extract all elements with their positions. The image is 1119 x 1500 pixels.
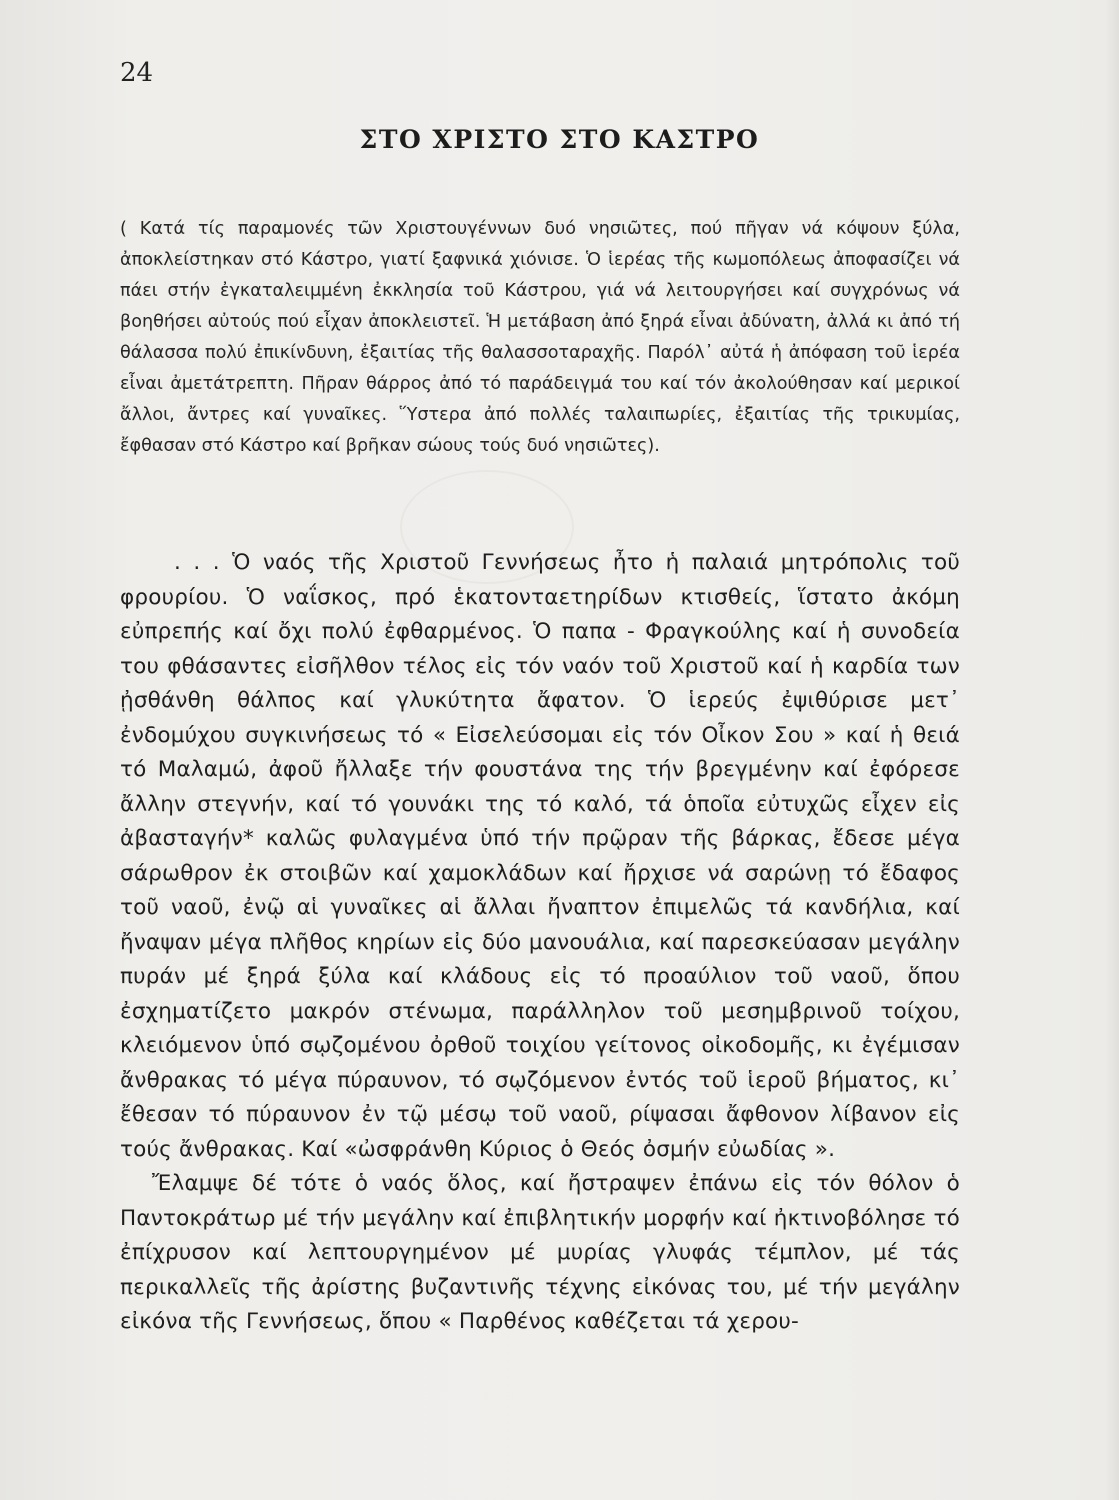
intro-summary-paragraph: ( Κατά τίς παραμονές τῶν Χριστουγέννων δυό νησιῶτες, πού πῆγαν νά κόψουν ξύλα, ἀποκλείστηκαν στό Κάστρο, γιατί ξαφνικά χιόνισε. Ὁ ἱερέας τῆς κωμοπόλεως ἀποφασίζει νά πάει στήν ἐγκαταλειμμένη ἐκκλησία τοῦ Κάστρου, γιά νά λειτουργήσει καί συγχρόνως νά βοηθήσει αὐτούς πού εἶχαν ἀποκλειστεῖ. Ἡ μετάβαση ἀπό ξηρά εἶναι ἀδύνατη, ἀλλά κι ἀπό τή θάλασσα πολύ ἐπικίνδυνη, ἐξαιτίας τῆς θαλασσοταραχῆς. Παρόλ᾽ αὐτά ἡ ἀπόφαση τοῦ ἱερέα εἶναι ἀμετάτρεπτη. Πῆραν θάρρος ἀπό τό παράδειγμά του καί τόν ἀκολούθησαν καί μερικοί ἄλλοι, ἄντρες καί γυναῖκες. Ὕστερα ἀπό πολλές ταλαιπωρίες, ἐξαιτίας τῆς τρικυμίας, ἔφθασαν στό Κάστρο καί βρῆκαν σώους τούς δυό νησιῶτες). [120,219,960,456]
body-paragraph-2: Ἔλαμψε δέ τότε ὁ ναός ὅλος, καί ἤστραψεν ἐπάνω εἰς τόν θόλον ὁ Παντοκράτωρ μέ τήν μεγάλην καί ἐπιβλητικήν μορφήν καί ἠκτινοβόλησε τό ἐπίχρυσον καί λεπτουργημένον μέ μυρίας γλυφάς τέμπλον, μέ τάς περικαλλεῖς τῆς ἀρίστης βυζαντινῆς τέχνης εἰκόνας του, μέ τήν μεγάλην εἰκόνα τῆς Γεννήσεως, ὅπου « Παρθένος καθέζεται τά χερου- [120,1171,960,1334]
chapter-title: ΣΤΟ ΧΡΙΣΤΟ ΣΤΟ ΚΑΣΤΡΟ [359,125,760,154]
page-edge-shadow [1105,0,1119,1500]
main-text [120,546,960,1340]
page-number: 24 [120,58,154,88]
body-paragraph-1: . . . Ὁ ναός τῆς Χριστοῦ Γεννήσεως ἦτο ἡ παλαιά μητρόπολις τοῦ φρουρίου. Ὁ ναΐσκος, πρό ἑκατονταετηρίδων κτισθείς, ἵστατο ἀκόμη εὐπρεπής καί ὄχι πολύ ἐφθαρμένος. Ὁ παπα - Φραγκούλης καί ἡ συνοδεία του φθάσαντες εἰσῆλθον τέλος εἰς τόν ναόν τοῦ Χριστοῦ καί ἡ καρδία των ᾐσθάνθη θάλπος καί γλυκύτητα ἄφατον. Ὁ ἱερεύς ἐψιθύρισε μετ᾽ ἐνδομύχου συγκινήσεως τό « Εἰσελεύσομαι εἰς τόν Οἶκον Σου » καί ἡ θειά τό Μαλαμώ, ἀφοῦ ἤλλαξε τήν φουστάνα της τήν βρεγμένην καί ἐφόρεσε ἄλλην στεγνήν, καί τό γουνάκι της τό καλό, τά ὁποῖα εὐτυχῶς εἶχεν εἰς ἀβασταγήν* καλῶς φυλαγμένα ὑπό τήν πρῷραν τῆς βάρκας, ἔδεσε μέγα σάρωθρον ἐκ στοιβῶν καί χαμοκλάδων καί ἤρχισε νά σαρώνῃ τό ἔδαφος τοῦ ναοῦ, ἐνῷ αἱ γυναῖκες αἱ ἄλλαι ἤναπτον ἐπιμελῶς τά κανδήλια, καί ἤναψαν μέγα πλῆθος κηρίων εἰς δύο μανουάλια, καί παρεσκεύασαν μεγάλην πυράν μέ ξηρά ξύλα καί κλάδους εἰς τό προαύλιον τοῦ ναοῦ, ὅπου ἐσχηματίζετο μακρόν στένωμα, παράλληλον τοῦ μεσημβρινοῦ τοίχου, κλειόμενον ὑπό σῳζομένου ὀρθοῦ τοιχίου γείτονος οἰκοδομῆς, κι ἐγέμισαν ἄνθρακας τό μέγα πύραυνον, τό σῳζόμενον ἐντός τοῦ ἱεροῦ βήματος, κι᾽ ἔθεσαν τό πύραυνον ἐν τῷ μέσῳ τοῦ ναοῦ, ρίψασαι ἄφθονον λίβανον εἰς τούς ἄνθρακας. Καί «ὠσφράνθη Κύριος ὁ Θεός ὀσμήν εὐωδίας ». [120,550,960,1162]
